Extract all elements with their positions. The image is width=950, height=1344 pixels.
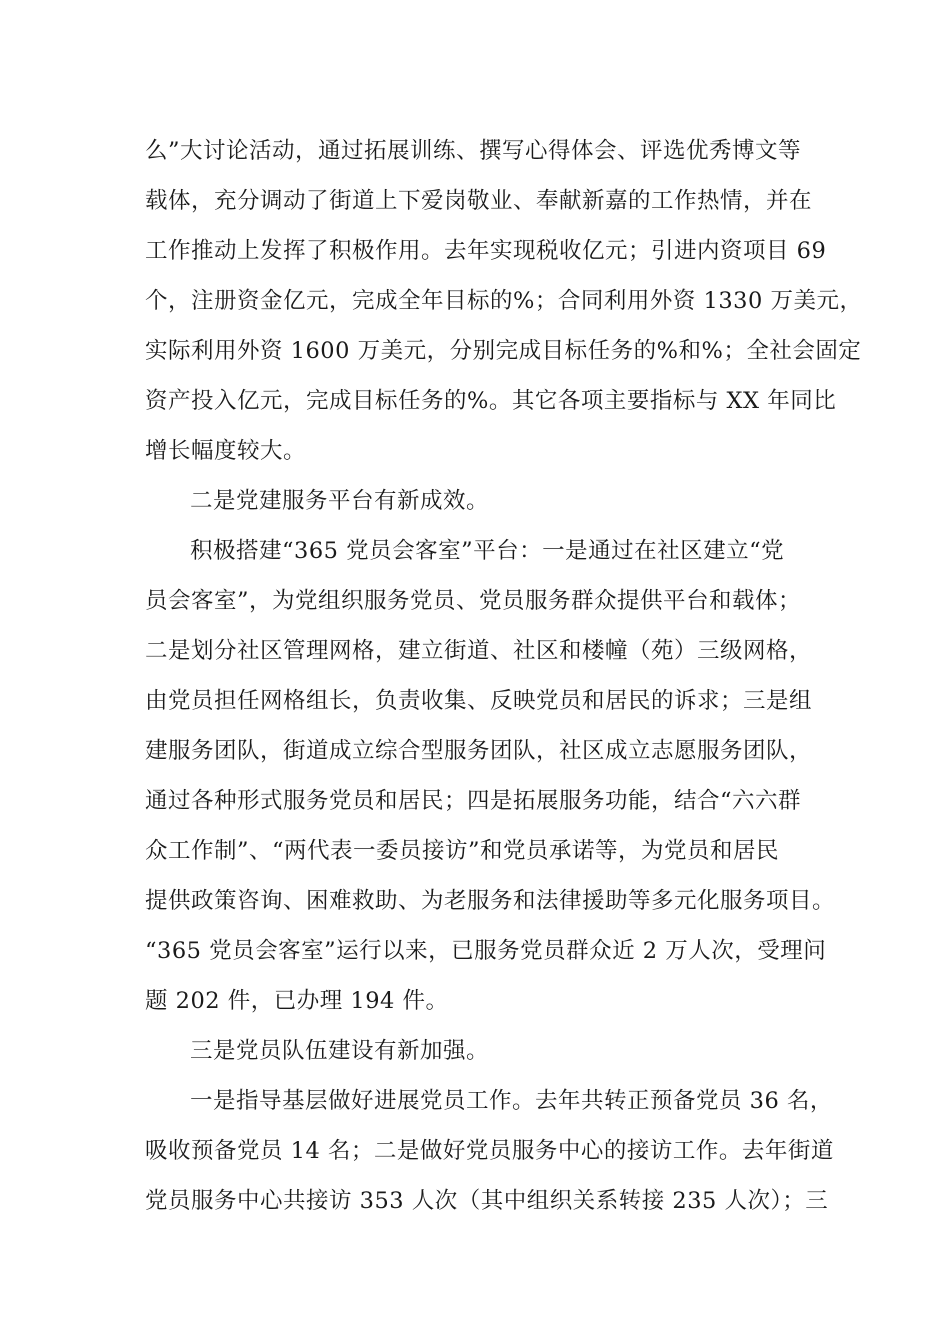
body-text-line: 一是指导基层做好进展党员工作。去年共转正预备党员 36 名， <box>190 1088 833 1114</box>
body-text-line: 通过各种形式服务党员和居民；四是拓展服务功能，结合“六六群 <box>145 788 802 814</box>
body-text-line: 资产投入亿元，完成目标任务的%。其它各项主要指标与 XX 年同比 <box>145 388 837 414</box>
body-text-line: 实际利用外资 1600 万美元，分别完成目标任务的%和%；全社会固定 <box>145 338 862 364</box>
body-text-line: 题 202 件，已办理 194 件。 <box>145 988 449 1014</box>
body-text-line: 吸收预备党员 14 名；二是做好党员服务中心的接访工作。去年街道 <box>145 1138 834 1164</box>
body-text-line: 由党员担任网格组长，负责收集、反映党员和居民的诉求；三是组 <box>145 688 813 714</box>
section-heading: 二是党建服务平台有新成效。 <box>190 488 490 514</box>
body-text-line: 众工作制”、“两代表一委员接访”和党员承诺等，为党员和居民 <box>145 838 780 864</box>
body-text-line: 积极搭建“365 党员会客室”平台：一是通过在社区建立“党 <box>190 538 785 564</box>
body-text-line: 二是划分社区管理网格，建立街道、社区和楼幢（苑）三级网格， <box>145 638 813 664</box>
body-text-line: 提供政策咨询、困难救助、为老服务和法律援助等多元化服务项目。 <box>145 888 836 914</box>
body-text-line: 工作推动上发挥了积极作用。去年实现税收亿元；引进内资项目 69 <box>145 238 827 264</box>
body-text-line: 建服务团队，街道成立综合型服务团队，社区成立志愿服务团队， <box>145 738 813 764</box>
body-text-line: 个，注册资金亿元，完成全年目标的%；合同利用外资 1330 万美元， <box>145 288 863 314</box>
body-text-line: 增长幅度较大。 <box>145 438 307 464</box>
body-text-line: 党员服务中心共接访 353 人次（其中组织关系转接 235 人次）；三 <box>145 1188 829 1214</box>
body-text-line: “365 党员会客室”运行以来，已服务党员群众近 2 万人次，受理问 <box>145 938 827 964</box>
body-text-line: 么”大讨论活动，通过拓展训练、撰写心得体会、评选优秀博文等 <box>145 138 802 164</box>
section-heading: 三是党员队伍建设有新加强。 <box>190 1038 490 1064</box>
body-text-line: 载体，充分调动了街道上下爱岗敬业、奉献新嘉的工作热情，并在 <box>145 188 813 214</box>
body-text-line: 员会客室”，为党组织服务党员、党员服务群众提供平台和载体； <box>145 588 802 614</box>
